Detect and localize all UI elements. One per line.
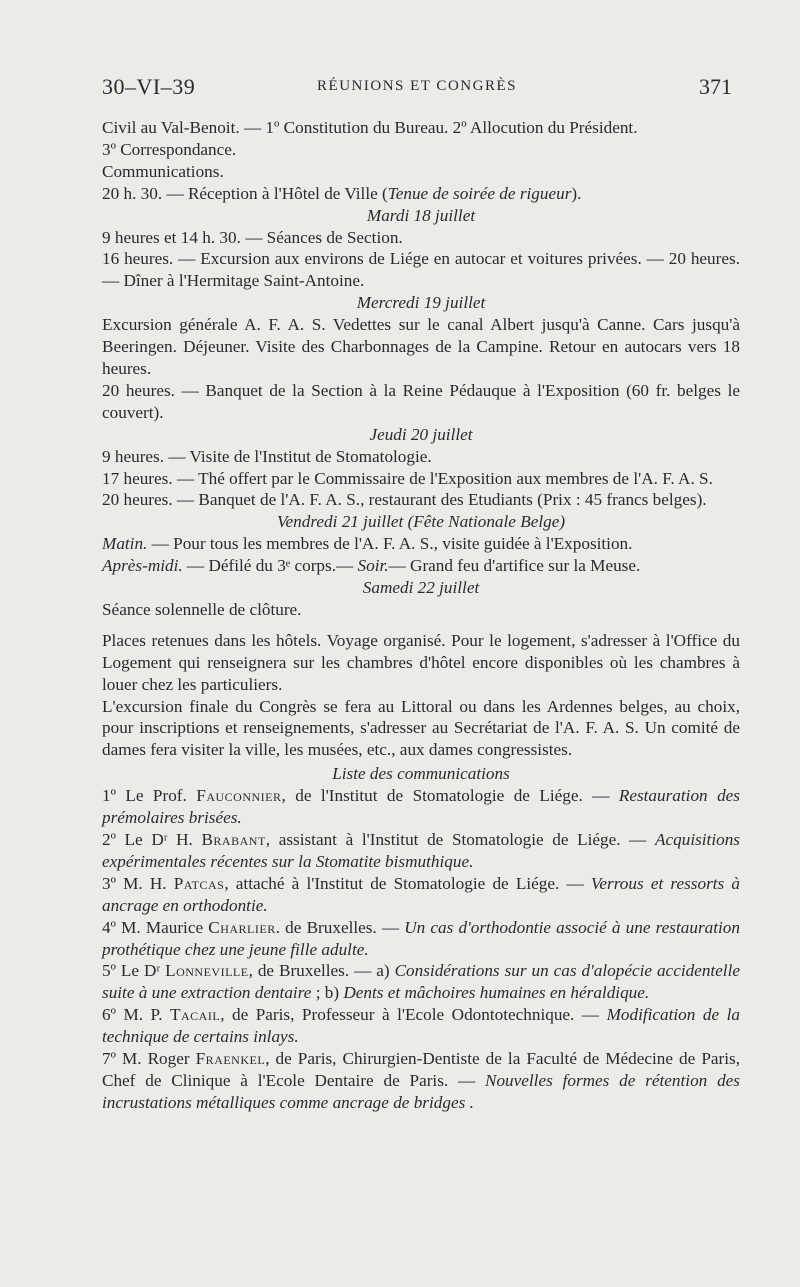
communications-heading: Liste des communications <box>332 764 510 784</box>
practical-paragraph-1: Places retenues dans les hôtels. Voyage organisé. Pour le logement, s'adresser à l'Office du Logement qui renseignera sur les chambres d'hôtel encore disponibles où les chambres à louer chez les particuliers. <box>102 630 740 694</box>
running-title: RÉUNIONS ET CONGRÈS <box>317 78 517 94</box>
communication-item: 5º Le Dʳ Lonneville, de Bruxelles. — a) Considérations sur un cas d'alopécie accidentelle suite à une extraction dentaire ; b) Dents et mâchoires humaines en héraldique. <box>102 961 740 1003</box>
jeudi-line-1: 9 heures. — Visite de l'Institut de Stomatologie. <box>102 446 432 466</box>
mardi-line-2: 16 heures. — Excursion aux environs de Liége en autocar et voitures privées. — 20 heures. — Dîner à l'Hermitage Saint-Antoine. <box>102 249 740 291</box>
day-heading-mercredi: Mercredi 19 juillet <box>356 293 486 313</box>
opening-line-4: 20 h. 30. — Réception à l'Hôtel de Ville (Tenue de soirée de rigueur). <box>102 183 582 203</box>
communication-item: 3º M. H. Patcas, attaché à l'Institut de Stomatologie de Liége. — Verrous et ressorts à ancrage en orthodontie. <box>102 873 741 915</box>
jeudi-line-2: 17 heures. — Thé offert par le Commissaire de l'Exposition aux membres de l'A. F. A. S. <box>102 468 713 488</box>
page-body <box>102 117 740 1114</box>
communication-item: 1º Le Prof. Fauconnier, de l'Institut de Stomatologie de Liége. — Restauration des prémolaires brisées. <box>102 786 740 828</box>
samedi-line-1: Séance solennelle de clôture. <box>102 599 302 619</box>
communication-item: 6º M. P. Tacail, de Paris, Professeur à l'Ecole Odontotechnique. — Modification de la technique de certains inlays. <box>102 1005 740 1047</box>
mercredi-line-1: Excursion générale A. F. A. S. Vedettes sur le canal Albert jusqu'à Canne. Cars jusqu'à Beeringen. Déjeuner. Visite des Charbonnages de la Campine. Retour en autocars vers 18 heures. <box>102 315 740 378</box>
header-date: 30–VI–39 <box>102 74 196 99</box>
jeudi-line-3: 20 heures. — Banquet de l'A. F. A. S., restaurant des Etudiants (Prix : 45 francs belges). <box>102 490 707 510</box>
communication-item: 7º M. Roger Fraenkel, de Paris, Chirurgien-Dentiste de la Faculté de Médecine de Paris, Chef de Clinique à l'Ecole Dentaire de Paris. — Nouvelles formes de rétention des incrustations métalliques comme ancrage de bridges . <box>102 1049 740 1112</box>
opening-line-1: Civil au Val-Benoit. — 1º Constitution du Bureau. 2º Allocution du Président. <box>102 118 638 137</box>
mardi-line-1: 9 heures et 14 h. 30. — Séances de Section. <box>102 227 403 247</box>
communication-item: 2º Le Dʳ H. Brabant, assistant à l'Institut de Stomatologie de Liége. — Acquisitions expérimentales récentes sur la Stomatite bismuthique. <box>102 830 740 871</box>
page-number: 371 <box>699 74 732 99</box>
opening-line-2: 3º Correspondance. <box>102 139 237 159</box>
practical-paragraph-2: L'excursion finale du Congrès se fera au Littoral ou dans les Ardennes belges, au choix, pour inscriptions et renseignements, s'adresser au Secrétariat de l'A. F. A. S. Un comité de dames fera visiter la ville, les musées, etc., aux dames congressistes. <box>102 696 740 760</box>
day-heading-vendredi: Vendredi 21 juillet (Fête Nationale Belge) <box>276 512 566 532</box>
day-heading-jeudi: Jeudi 20 juillet <box>369 424 473 444</box>
running-header <box>102 74 732 104</box>
day-heading-mardi: Mardi 18 juillet <box>366 205 476 225</box>
vendredi-matin: Matin. — Pour tous les membres de l'A. F. A. S., visite guidée à l'Exposition. <box>102 534 633 554</box>
communication-item: 4º M. Maurice Charlier. de Bruxelles. — Un cas d'orthodontie associé à une restauration prothétique chez une jeune fille adulte. <box>102 917 740 959</box>
mercredi-line-2: 20 heures. — Banquet de la Section à la Reine Pédauque à l'Exposition (60 fr. belges le couvert). <box>102 380 740 422</box>
day-heading-samedi: Samedi 22 juillet <box>362 578 480 598</box>
vendredi-apres-midi: Après-midi. — Défilé du 3ᵉ corps.— Soir.— Grand feu d'artifice sur la Meuse. <box>102 556 641 576</box>
opening-line-3: Communications. <box>102 161 224 181</box>
